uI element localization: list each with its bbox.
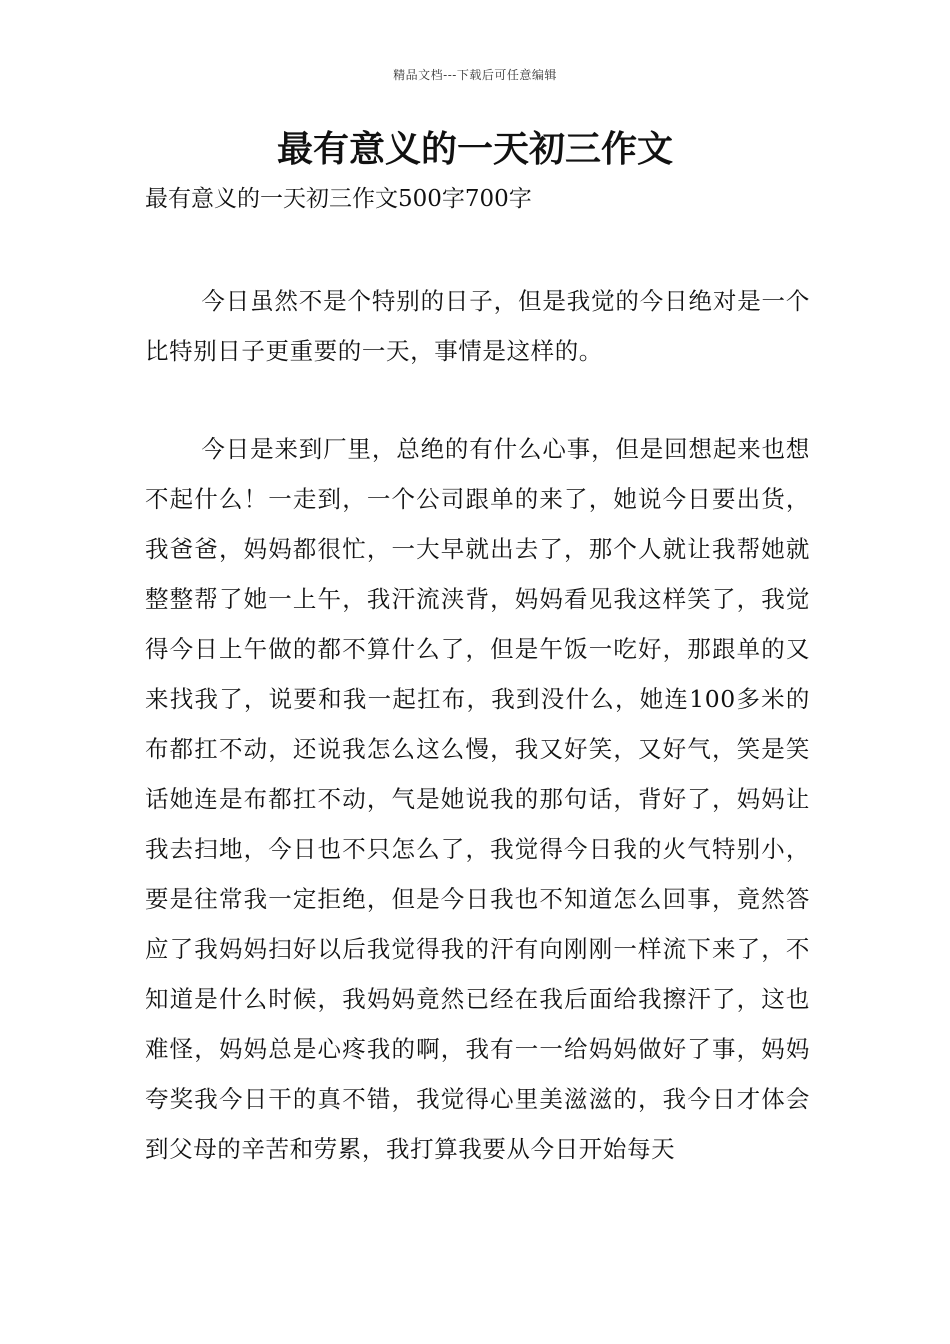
page-subtitle: 最有意义的一天初三作文500字700字 [145, 186, 532, 212]
header-note: 精品文档---下载后可任意编辑 [393, 68, 557, 82]
paragraph-1: 今日虽然不是个特别的日子，但是我觉的今日绝对是一个比特别日子更重要的一天，事情是这样的。 [145, 287, 810, 365]
page-title: 最有意义的一天初三作文 [276, 129, 673, 170]
paragraph-2: 今日是来到厂里，总绝的有什么心事，但是回想起来也想不起什么！一走到，一个公司跟单的来了，她说今日要出货，我爸爸，妈妈都很忙，一大早就出去了，那个人就让我帮她就整整帮了她一上午，我汗流浃背，妈妈看见我这样笑了，我觉得今日上午做的都不算什么了，但是午饭一吃好，那跟单的又来找我了，说要和我一起扛布，我到没什么，她连100多米的布都扛不动，还说我怎么这么慢，我又好笑，又好气，笑是笑话她连是布都扛不动，气是她说我的那句话，背好了，妈妈让我去扫地，今日也不只怎么了，我觉得今日我的火气特别小，要是往常我一定拒绝，但是今日我也不知道怎么回事，竟然答应了我妈妈扫好以后我觉得我的汗有向刚刚一样流下来了，不知道是什么时候，我妈妈竟然已经在我后面给我擦汗了，这也难怪，妈妈总是心疼我的啊，我有一一给妈妈做好了事，妈妈夸奖我今日干的真不错，我觉得心里美滋滋的，我今日才体会到父母的辛苦和劳累，我打算我要从今日开始每天 [145, 435, 810, 1163]
